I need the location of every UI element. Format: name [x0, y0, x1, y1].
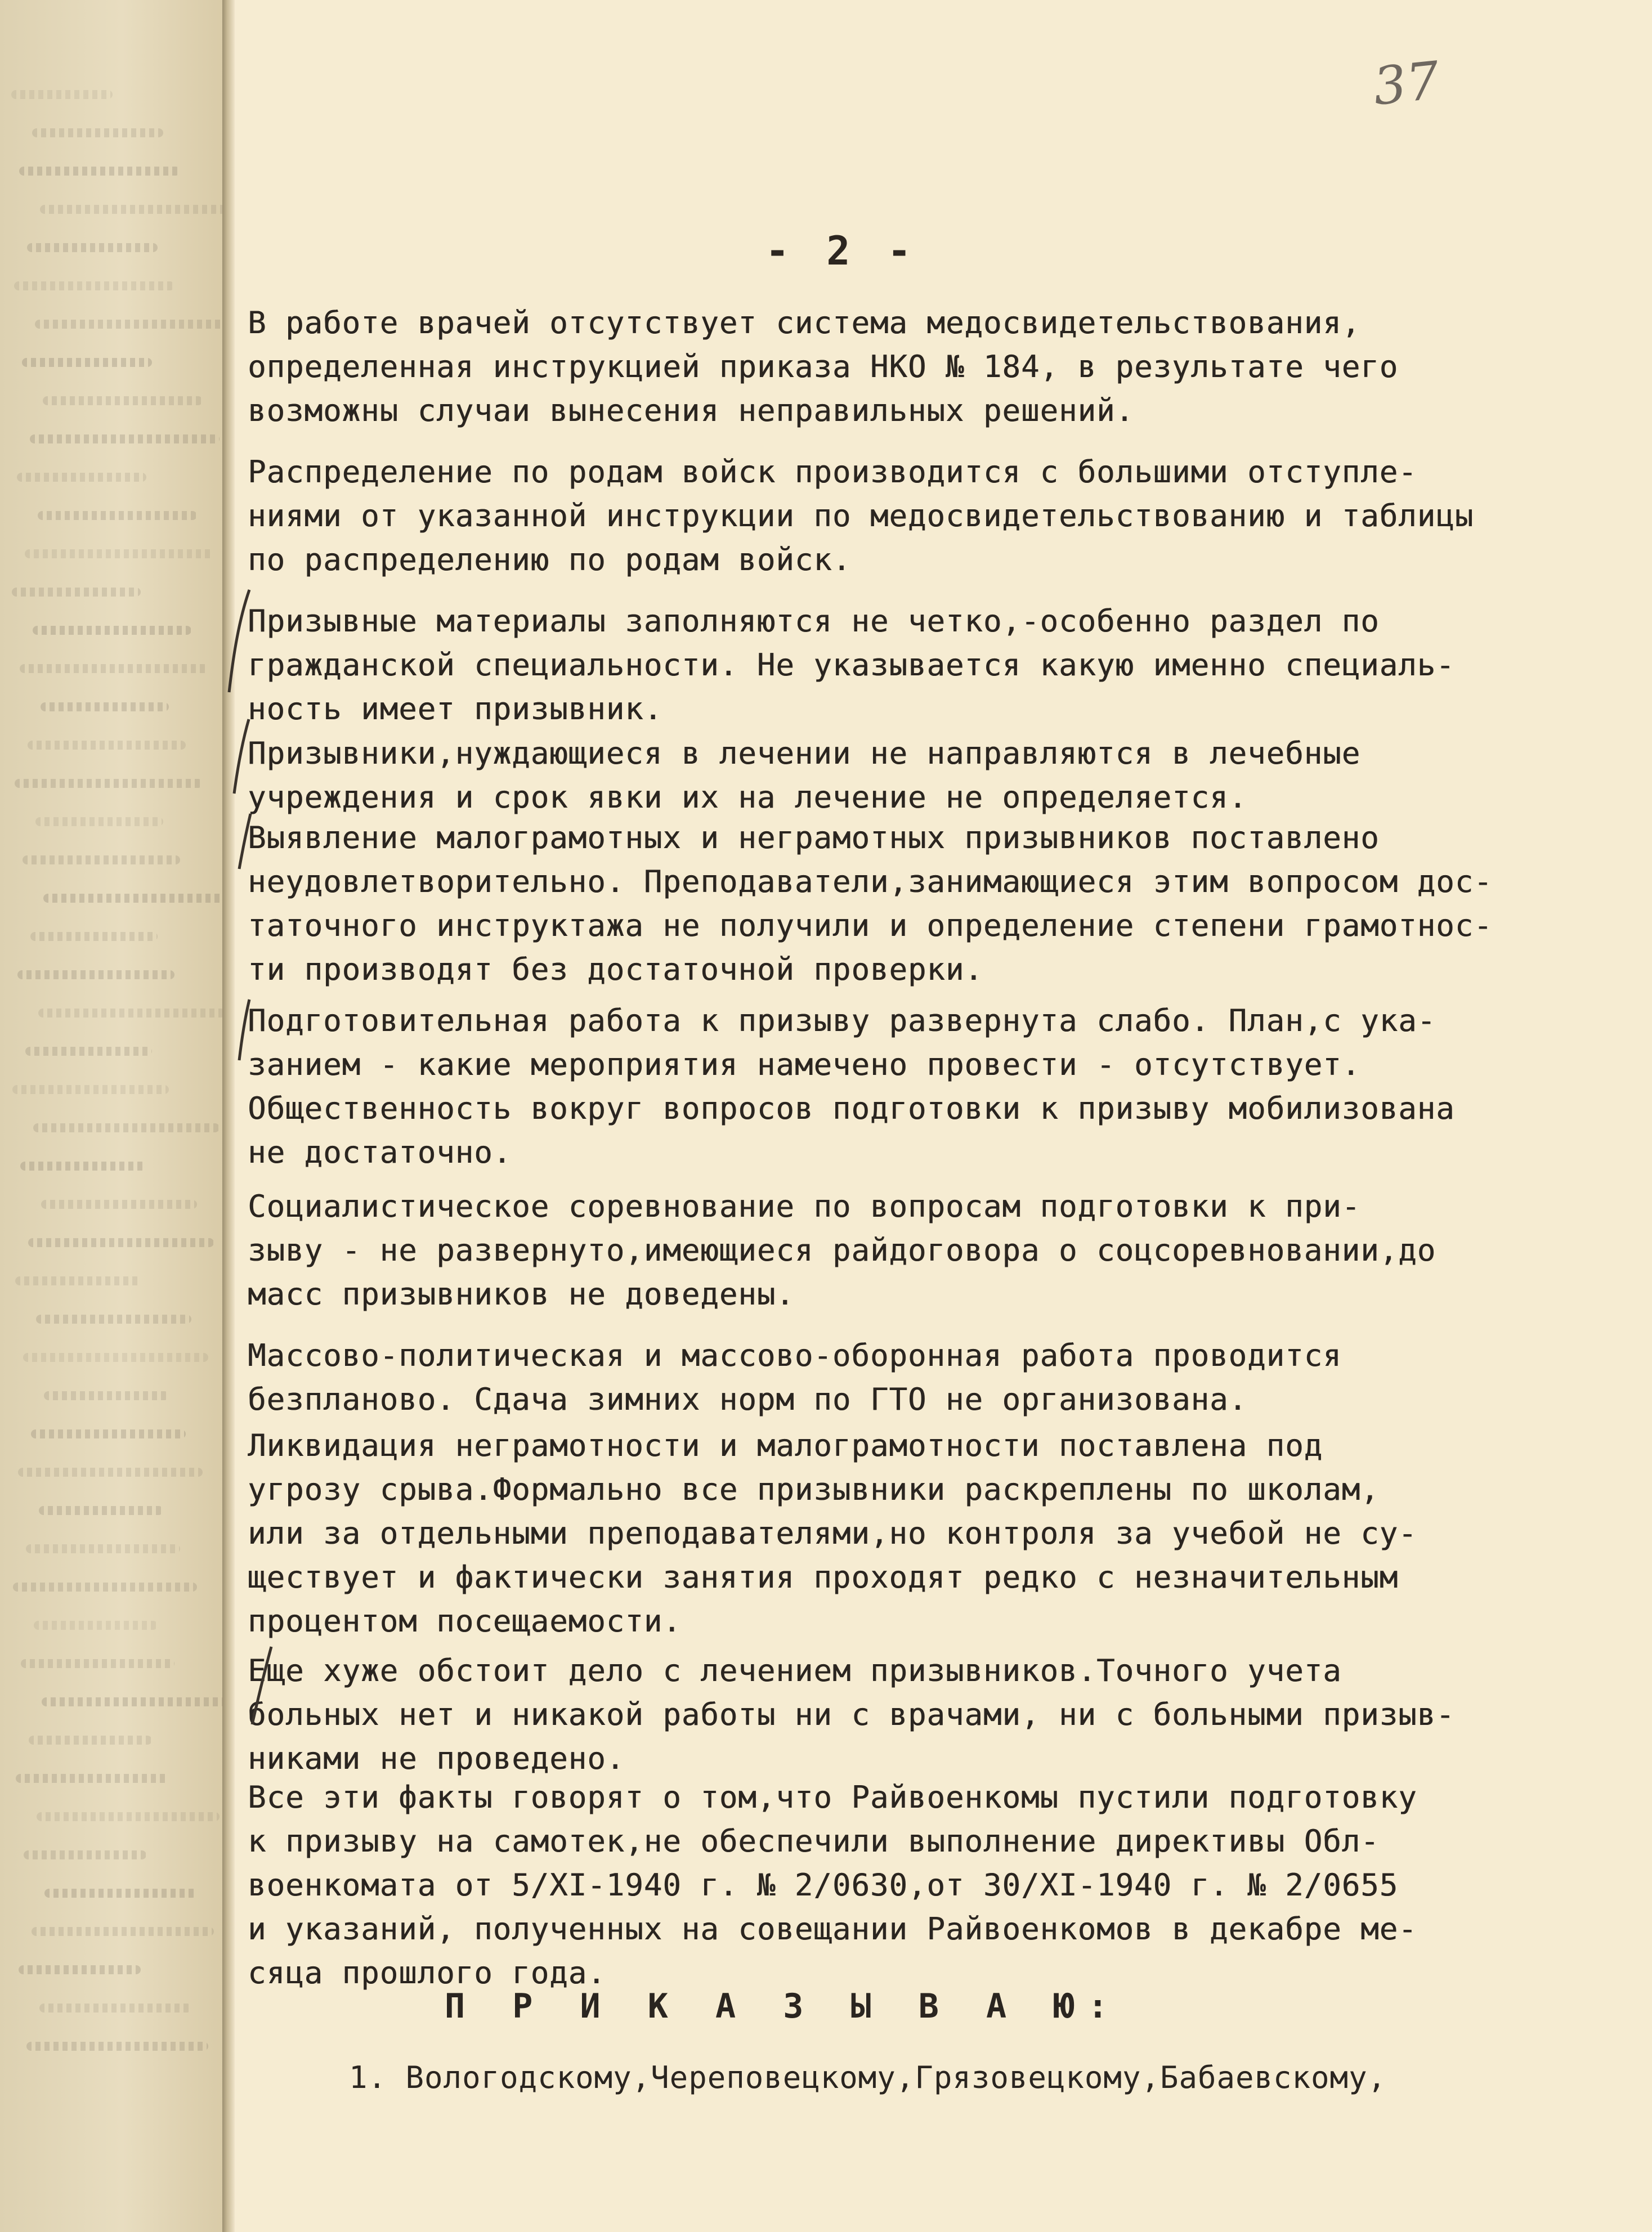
- ghost-text-line: [26, 2042, 208, 2051]
- ghost-text-line: [39, 1506, 163, 1515]
- ghost-text-line: [23, 1353, 208, 1362]
- ghost-text-line: [31, 1429, 186, 1438]
- margin-mark-2: [225, 715, 259, 799]
- ghost-text-line: [11, 90, 113, 99]
- ghost-text-line: [29, 1736, 152, 1745]
- ghost-text-line: [28, 1238, 214, 1247]
- order-heading: П Р И К А З Ы В А Ю:: [445, 1987, 1122, 2026]
- margin-mark-1: [222, 585, 256, 698]
- paragraph-5: Выявление малограмотных и неграмотных призывников поставлено неудовлетворительно. Преподаватели,занимающиеся этим вопросом дос- таточного инструктажа не получили и определение степени грамотнос- ти производят без достаточной проверки.: [248, 820, 1493, 987]
- ghost-text-line: [18, 1468, 203, 1477]
- ghost-text-line: [38, 511, 197, 520]
- margin-mark-4: [228, 996, 262, 1064]
- ghost-text-line: [43, 894, 222, 903]
- ghost-text-line: [26, 1544, 180, 1553]
- ghost-text-line: [39, 2004, 191, 2013]
- ghost-text-line: [42, 1697, 222, 1706]
- paragraph-8: Массово-политическая и массово-оборонная работа проводится безпланово. Сдача зимних норм по ГТО не организована.: [248, 1338, 1342, 1417]
- ghost-text-line: [33, 626, 191, 635]
- ghost-text-line: [44, 1391, 169, 1400]
- ghost-text-line: [16, 1774, 169, 1783]
- ghost-text-line: [35, 817, 163, 826]
- paragraph-4: Призывники,нуждающиеся в лечении не направляются в лечебные учреждения и срок явки их на лечение не определяется.: [248, 736, 1361, 815]
- ghost-text-line: [17, 473, 146, 482]
- ghost-text-line: [19, 1965, 141, 1974]
- ghost-text-line: [32, 128, 163, 137]
- paragraph-11: Все эти факты говорят о том,что Райвоенкомы пустили подготовку к призыву на самотек,не обеспечили выполнение директивы Обл- военкомата от 5/XI-1940 г. № 2/0630,от 30/XI-1940 г. № 2/0655 и указаний, полученных на совещании Райвоенкомов в декабре ме- сяца прошлого года.: [248, 1780, 1417, 1991]
- margin-mark-3: [228, 810, 262, 872]
- ghost-text-line: [30, 932, 158, 941]
- ghost-text-line: [30, 434, 220, 443]
- ghost-text-line: [23, 855, 180, 864]
- paragraph-9: Ликвидация неграмотности и малограмотности поставлена под угрозу срыва.Формально все призывники раскреплены по школам, или за отдельными преподавателями,но контроля за учебой не су- ществует и фактически занятия проходят редко с незначительным процентом посещаемости.: [248, 1428, 1417, 1639]
- facing-page: [0, 0, 222, 2232]
- ghost-text-line: [20, 1162, 146, 1171]
- ghost-text-line: [34, 1621, 158, 1630]
- ghost-text-line: [13, 1583, 197, 1592]
- ghost-text-line: [25, 1047, 152, 1056]
- ghost-text-line: [38, 1009, 222, 1018]
- ghost-text-line: [41, 702, 169, 711]
- ghost-text-line: [36, 1315, 191, 1324]
- order-item-1: 1. Вологодскому,Череповецкому,Грязовецкому,Бабаевскому,: [349, 2060, 1387, 2095]
- margin-mark-5: [242, 1643, 281, 1728]
- book-spine-gutter: [222, 0, 235, 2232]
- ghost-text-line: [28, 741, 186, 750]
- ghost-text-line: [20, 664, 208, 673]
- paragraph-6: Подготовительная работа к призыву развернута слабо. План,с ука- занием - какие мероприятия намечено провести - отсутствует. Общественность вокруг вопросов подготовки к призыву мобилизована не достаточно.: [248, 1003, 1455, 1170]
- ghost-text-line: [12, 588, 141, 597]
- paragraph-3: Призывные материалы заполняются не четко,-особенно раздел по гражданской специальности. Не указывается какую именно специаль- ность имеет призывник.: [248, 603, 1455, 727]
- ghost-text-line: [40, 205, 222, 214]
- ghost-text-line: [15, 1276, 141, 1285]
- ghost-text-line: [22, 358, 152, 367]
- ghost-text-line: [35, 320, 222, 329]
- paragraph-1: В работе врачей отсутствует система медосвидетельствования, определенная инструкцией приказа НКО № 184, в результате чего возможны случаи вынесения неправильных решений.: [248, 305, 1399, 428]
- ghost-text-line: [24, 1850, 146, 1859]
- ghost-text-line: [37, 1812, 220, 1821]
- ghost-text-line: [12, 1085, 169, 1094]
- ghost-text-line: [27, 243, 158, 252]
- paragraph-7: Социалистическое соревнование по вопросам подготовки к при- зыву - не развернуто,имеющиеся райдоговора о соцсоревновании,до масс призывников не доведены.: [248, 1189, 1436, 1312]
- ghost-text-line: [15, 779, 203, 788]
- ghost-text-line: [33, 1123, 220, 1132]
- ghost-text-line: [14, 281, 174, 290]
- ghost-text-line: [41, 1200, 197, 1209]
- ghost-text-line: [19, 167, 180, 176]
- page-header-number: - 2 -: [765, 228, 918, 274]
- ghost-text-line: [44, 1889, 197, 1898]
- ghost-text-line: [25, 549, 214, 558]
- paragraph-2: Распределение по родам войск производится с большими отступле- ниями от указанной инструкции по медосвидетельствованию и таблицы по распределению по родам войск.: [248, 454, 1474, 577]
- ghost-text-line: [43, 396, 203, 405]
- ghost-text-line: [17, 970, 174, 979]
- handwritten-page-number: 37: [1370, 50, 1443, 117]
- ghost-text-line: [21, 1659, 174, 1668]
- ghost-text-line: [32, 1927, 214, 1936]
- paragraph-10: Еще хуже обстоит дело с лечением призывников.Точного учета больных нет и никакой работы ни с врачами, ни с больными призыв- никами не проведено.: [248, 1653, 1455, 1776]
